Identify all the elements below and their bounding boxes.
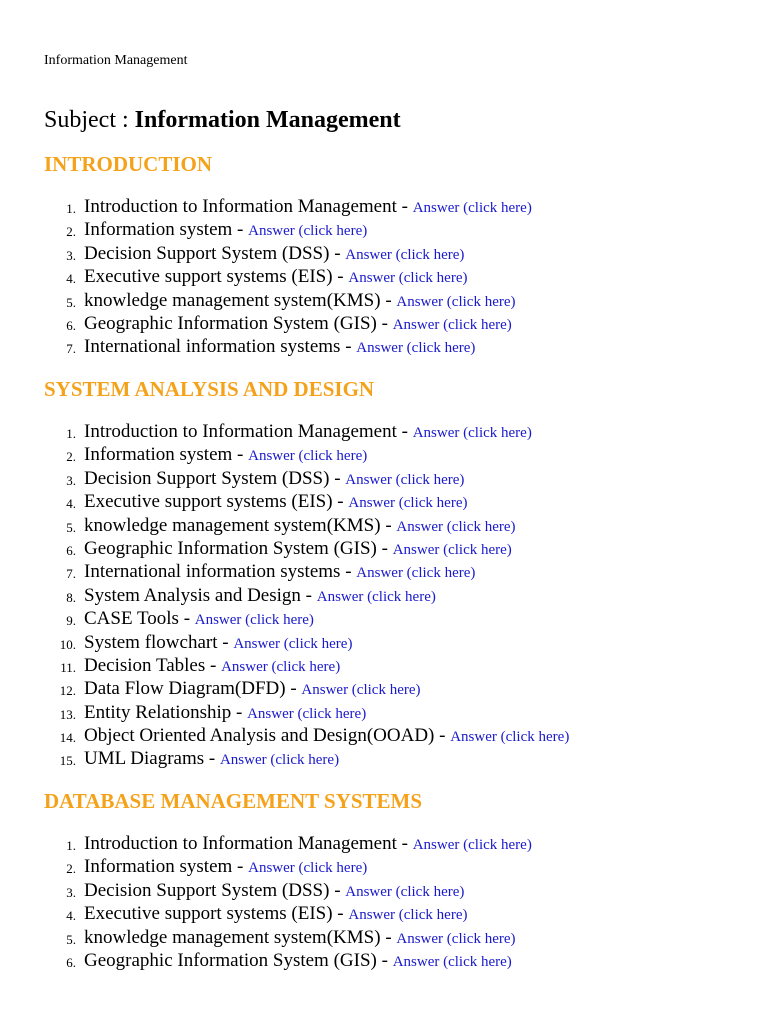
topic-separator: - [300,584,317,606]
list-item-body [84,561,475,584]
topic-title: International information systems [84,336,341,358]
list-item-number: 4. [66,271,76,287]
topic-separator: - [332,491,349,513]
list-item-number: 2. [66,224,76,240]
list-item-number: 5. [66,931,76,947]
answer-link[interactable]: Answer (click here) [356,565,476,582]
topic-title: UML Diagrams [84,748,205,770]
topic-separator: - [232,444,249,466]
topic-separator: - [376,312,393,334]
answer-link[interactable]: Answer (click here) [248,223,368,240]
answer-link[interactable]: Answer (click here) [356,340,476,357]
topic-title: Data Flow Diagram(DFD) [84,678,286,700]
list-item-body [84,880,464,903]
topic-separator: - [205,654,222,676]
topic-title: Decision Support System (DSS) [84,242,330,264]
topic-title: Decision Tables [84,654,206,676]
list-item-number: 10. [59,636,76,652]
topic-separator: - [380,514,397,536]
list-item-body [84,585,436,608]
list-item-body [84,421,532,444]
topic-separator: - [380,289,397,311]
answer-link[interactable]: Answer (click here) [348,270,468,287]
list-item-body [84,833,532,856]
topic-separator: - [332,266,349,288]
list-item-number: 15. [59,753,76,769]
list-item-body [84,468,464,491]
answer-link[interactable]: Answer (click here) [412,200,532,216]
topic-title: Information system [84,219,233,241]
topic-separator: - [340,336,357,358]
list-item-number: 5. [66,294,76,310]
answer-link[interactable]: Answer (click here) [392,316,512,333]
topic-separator: - [231,701,248,723]
topic-title: Executive support systems (EIS) [84,491,333,513]
section-heading-database-management-systems: DATABASE MANAGEMENT SYSTEMS [44,789,423,813]
list-item-number: 2. [66,861,76,877]
topic-separator: - [380,926,397,948]
list-item-number: 6. [66,317,76,333]
topic-separator: - [396,196,413,217]
topic-title: Object Oriented Analysis and Design(OOAD) [84,725,435,747]
answer-link[interactable]: Answer (click here) [396,518,516,535]
answer-link[interactable]: Answer (click here) [248,860,368,877]
list-item-number: 13. [59,706,76,722]
topic-title: Decision Support System (DSS) [84,467,330,489]
topic-separator: - [396,833,413,854]
topic-title: Decision Support System (DSS) [84,879,330,901]
list-item-number: 6. [66,542,76,558]
list-item-body [84,491,467,514]
topic-separator: - [434,725,451,747]
list-item-body [84,336,475,359]
topic-title: Introduction to Information Management [84,833,397,854]
topic-separator: - [340,561,357,583]
list-item-number: 4. [66,496,76,512]
list-item-body [84,266,467,289]
subject-label: Subject : [44,107,135,133]
topic-title: System flowchart [84,631,218,653]
list-item-body [84,538,512,561]
answer-link[interactable]: Answer (click here) [450,729,570,746]
topic-title: International information systems [84,561,341,583]
list-item-body [84,243,464,266]
answer-link[interactable]: Answer (click here) [392,953,512,970]
topic-separator: - [376,537,393,559]
topic-title: CASE Tools [84,608,179,630]
topic-separator: - [332,903,349,925]
topic-title: Executive support systems (EIS) [84,903,333,925]
running-header: Information Management [44,53,188,68]
list-item-number: 9. [66,613,76,629]
list-item-body [84,632,352,655]
list-item-body [84,748,339,771]
topic-title: Executive support systems (EIS) [84,266,333,288]
list-item-body [84,927,516,950]
list-item-number: 14. [59,730,76,746]
answer-link[interactable]: Answer (click here) [233,635,353,652]
list-item-body [84,702,366,725]
answer-link[interactable]: Answer (click here) [345,246,465,263]
list-item-body [84,725,569,748]
list-item-body [84,903,467,926]
topic-separator: - [178,608,195,630]
topic-separator: - [329,467,346,489]
list-item-number: 8. [66,589,76,605]
subject-name: Information Management [134,107,401,133]
topic-separator: - [232,219,249,241]
list-item-number: 1. [66,426,76,441]
list-item-number: 11. [60,659,76,675]
answer-link[interactable]: Answer (click here) [345,471,465,488]
topic-title: Introduction to Information Management [84,421,397,442]
list-item-body [84,856,367,879]
topic-title: Information system [84,444,233,466]
answer-link[interactable]: Answer (click here) [219,752,340,769]
list-item-number: 12. [59,683,76,699]
answer-link[interactable]: Answer (click here) [247,705,367,722]
list-item-number: 6. [66,954,76,970]
list-item-number: 4. [66,908,76,924]
list-item-body [84,678,421,701]
subject-line [44,104,401,136]
answer-link[interactable]: Answer (click here) [412,837,532,853]
topic-title: Geographic Information System (GIS) [84,949,377,971]
answer-link[interactable]: Answer (click here) [412,425,532,441]
list-item-body [84,515,516,538]
topic-title: knowledge management system(KMS) [84,289,381,311]
list-item-body [84,219,367,242]
topic-title: System Analysis and Design [84,584,301,606]
topic-separator: - [396,421,413,442]
answer-link[interactable]: Answer (click here) [396,930,516,947]
answer-link[interactable]: Answer (click here) [348,495,468,512]
answer-link[interactable]: Answer (click here) [221,658,341,675]
topic-separator: - [217,631,234,653]
topic-title: knowledge management system(KMS) [84,926,381,948]
topic-separator: - [329,242,346,264]
answer-link[interactable]: Answer (click here) [392,541,512,558]
list-item-body [84,655,340,678]
topic-separator: - [285,678,302,700]
list-item-number: 7. [66,341,76,357]
answer-link[interactable]: Answer (click here) [396,293,516,310]
list-item-number: 1. [66,838,76,853]
list-item-body [84,950,512,973]
list-item-number: 1. [66,201,76,216]
topic-separator: - [204,748,220,770]
answer-link[interactable]: Answer (click here) [348,907,468,924]
list-item-body [84,313,512,336]
answer-link[interactable]: Answer (click here) [248,448,368,465]
list-item-number: 3. [66,472,76,488]
topic-separator: - [329,879,346,901]
list-item-body [84,290,516,313]
list-item-number: 3. [66,247,76,263]
section-heading-introduction: INTRODUCTION [44,152,213,176]
topic-title: Geographic Information System (GIS) [84,312,377,334]
topic-title: Geographic Information System (GIS) [84,537,377,559]
topic-title: Introduction to Information Management [84,196,397,217]
list-item-number: 5. [66,519,76,535]
list-item-number: 3. [66,884,76,900]
answer-link[interactable]: Answer (click here) [316,588,436,605]
topic-title: knowledge management system(KMS) [84,514,381,536]
topic-separator: - [232,856,249,878]
topic-title: Information system [84,856,233,878]
list-item-body [84,608,314,631]
list-item-number: 2. [66,449,76,465]
list-item-body [84,196,532,219]
list-item-number: 7. [66,566,76,582]
section-heading-system-analysis-and-design: SYSTEM ANALYSIS AND DESIGN [44,377,375,401]
answer-link[interactable]: Answer (click here) [194,612,314,629]
list-item-body [84,444,367,467]
topic-title: Entity Relationship [84,701,232,723]
topic-separator: - [376,949,393,971]
answer-link[interactable]: Answer (click here) [345,883,465,900]
answer-link[interactable]: Answer (click here) [301,682,421,699]
